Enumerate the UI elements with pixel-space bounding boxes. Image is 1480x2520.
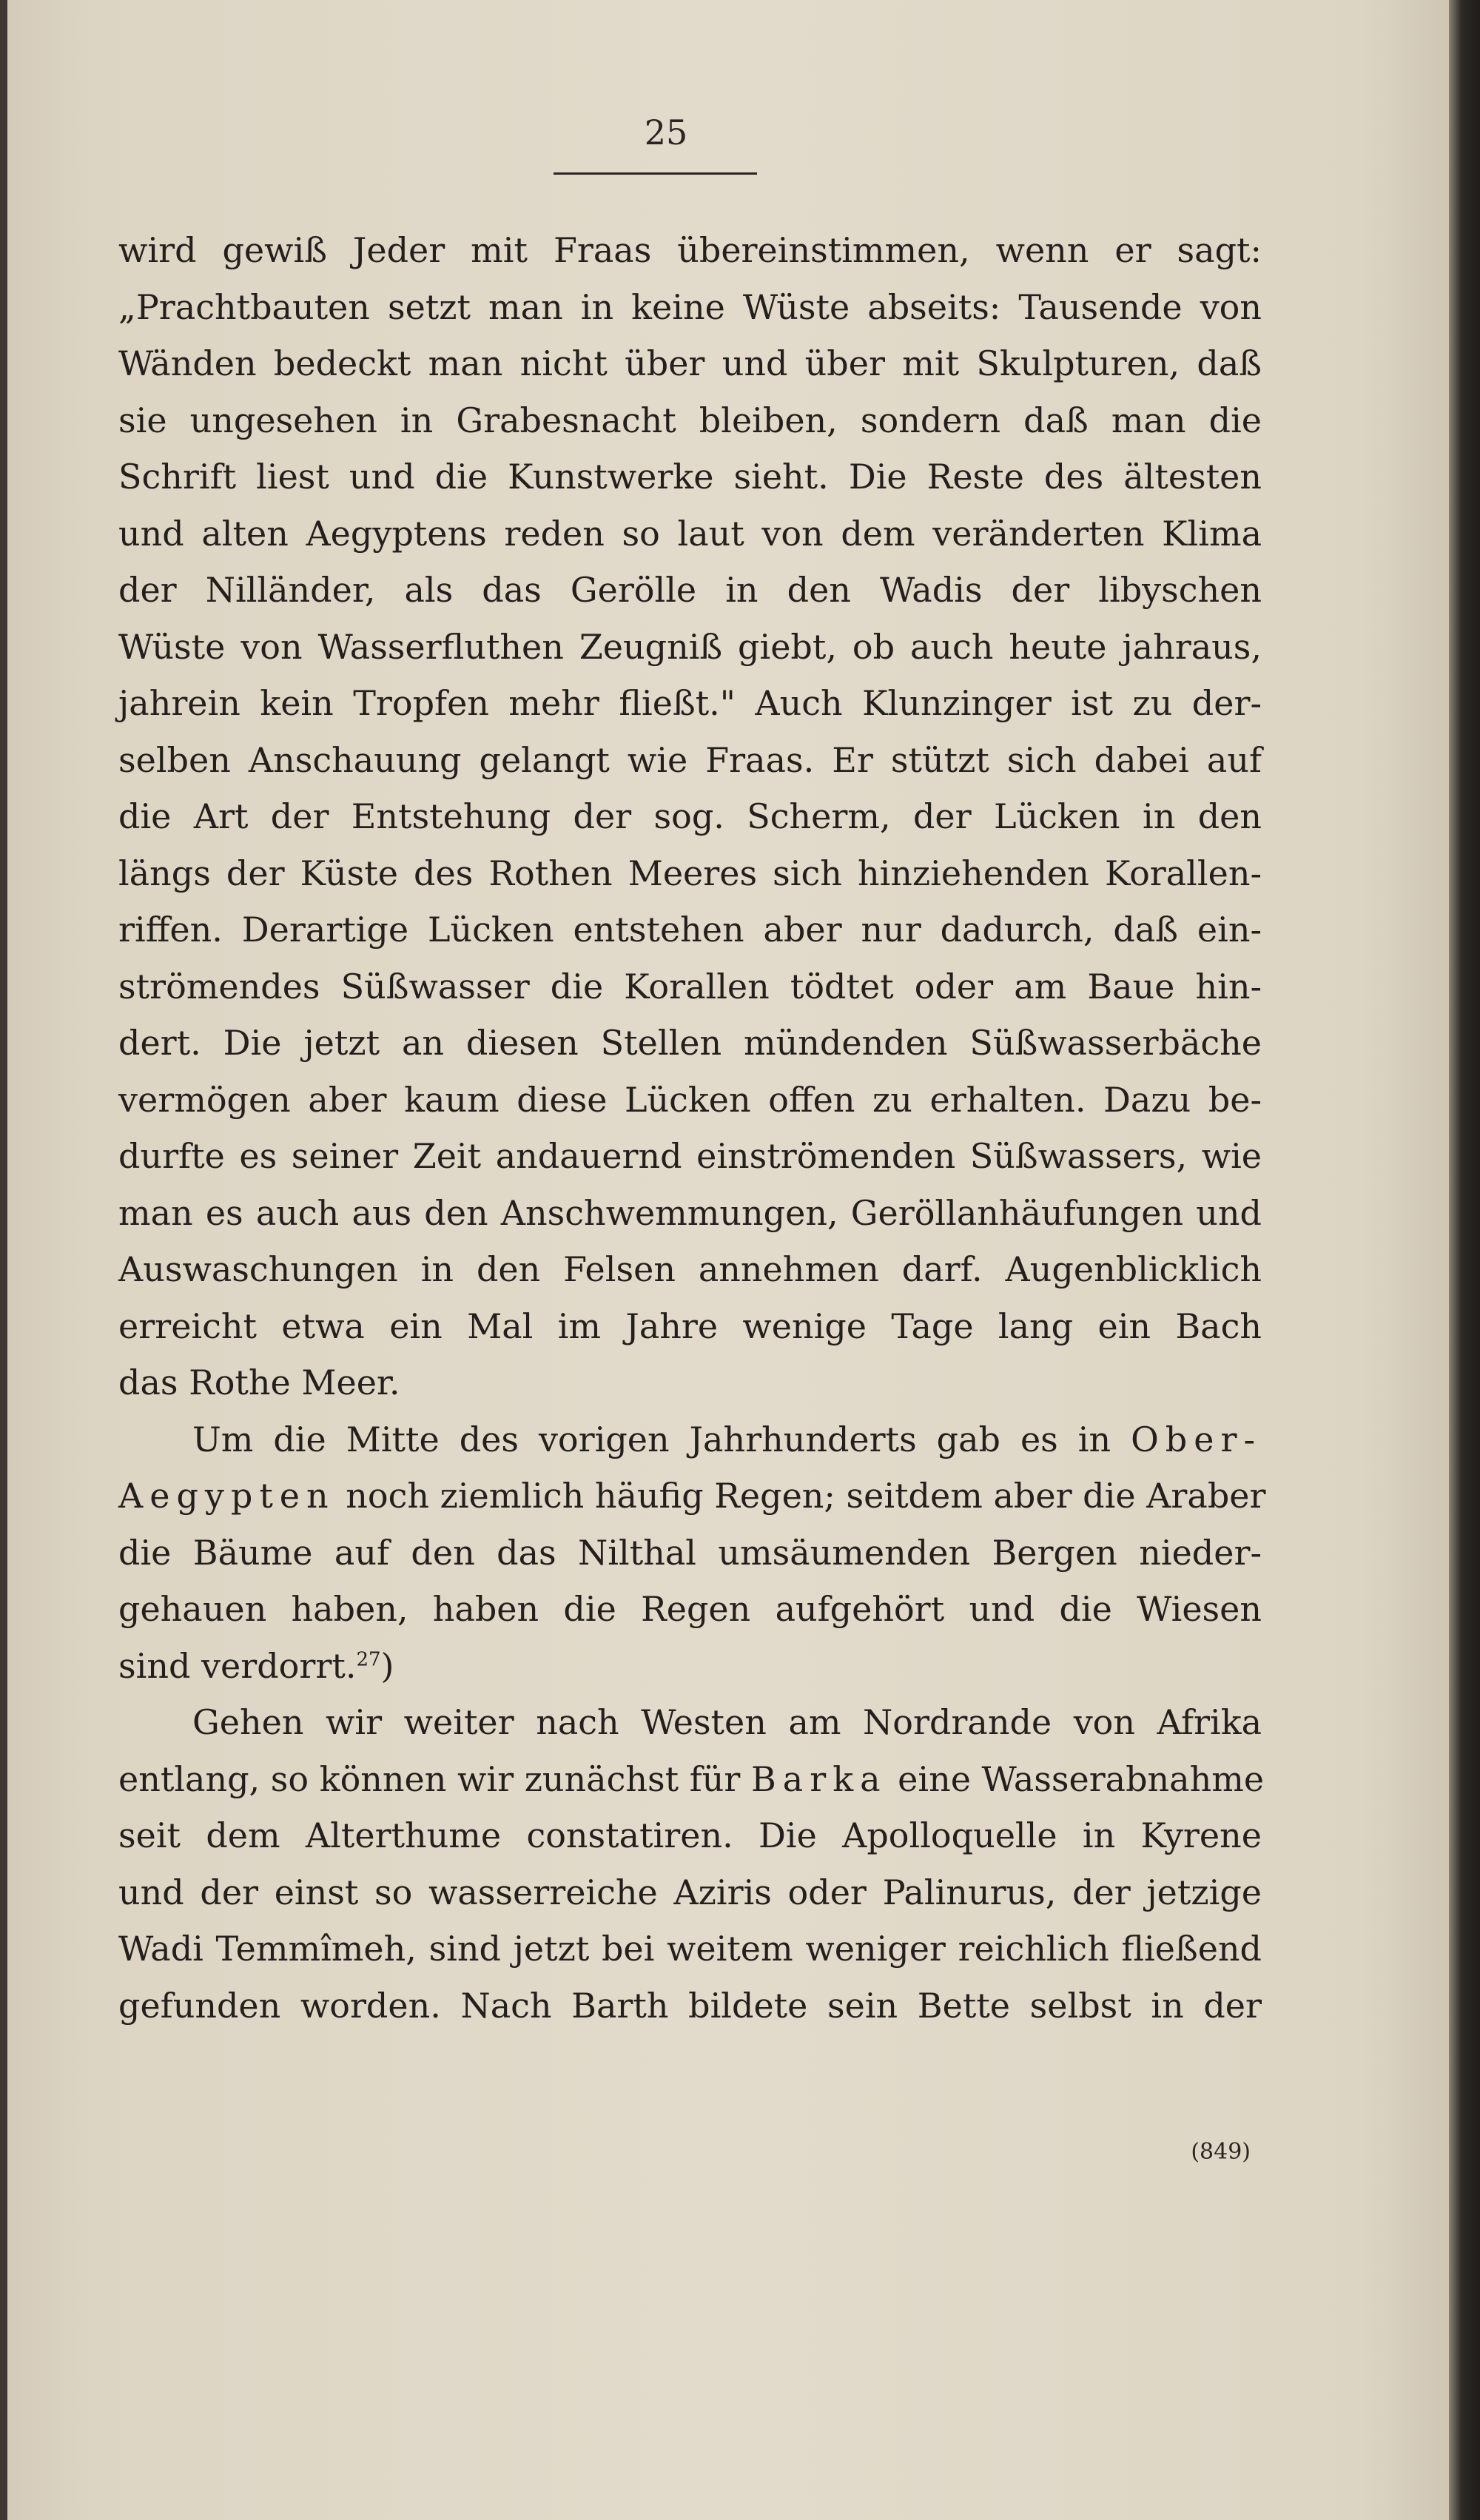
text-line bbox=[118, 1638, 1262, 1695]
text-line: jahrein kein Tropfen mehr fließt." Auch Klunzinger ist zu der- bbox=[118, 683, 1262, 723]
text-line: der Nilländer, als das Gerölle in den Wadis der libyschen bbox=[118, 570, 1262, 610]
text-line bbox=[118, 1468, 1266, 1525]
text-line: man es auch aus den Anschwemmungen, Geröllanhäufungen und bbox=[118, 1192, 1262, 1233]
text-line: Wüste von Wasserfluthen Zeugniß giebt, ob auch heute jahraus, bbox=[118, 626, 1262, 667]
text-line: erreicht etwa ein Mal im Jahre wenige Tage lang ein Bach bbox=[118, 1306, 1262, 1346]
text-line: und der einst so wasserreiche Aziris oder Palinurus, der jetzige bbox=[118, 1872, 1262, 1912]
text-line: und alten Aegyptens reden so laut von dem veränderten Klima bbox=[118, 513, 1262, 554]
text-line: Wadi Temmîmeh, sind jetzt bei weitem weniger reichlich fließend bbox=[118, 1929, 1262, 1969]
text-line: das Rothe Meer. bbox=[118, 1363, 400, 1402]
text-line: selben Anschauung gelangt wie Fraas. Er stützt sich dabei auf bbox=[118, 739, 1262, 780]
text-line: Schrift liest und die Kunstwerke sieht. Die Reste des ältesten bbox=[118, 457, 1262, 497]
text-run: sind verdorrt. bbox=[118, 1645, 357, 1686]
text-line: „Prachtbauten setzt man in keine Wüste abseits: Tausende von bbox=[118, 286, 1262, 327]
text-line: strömendes Süßwasser die Korallen tödtet oder am Baue hin- bbox=[118, 966, 1262, 1007]
spaced-word: Ober- bbox=[1131, 1419, 1262, 1459]
text-line: gehauen haben, haben die Regen aufgehört und die Wiesen bbox=[118, 1589, 1262, 1629]
text-line: vermögen aber kaum diese Lücken offen zu erhalten. Dazu be- bbox=[118, 1079, 1262, 1120]
spaced-word: Aegypten bbox=[118, 1476, 335, 1516]
paragraph-3-first-line: Gehen wir weiter nach Westen am Nordrande von Afrika bbox=[192, 1702, 1262, 1742]
text-run: eine Wasserabnahme bbox=[898, 1758, 1265, 1799]
text-line: gefunden worden. Nach Barth bildete sein Bette selbst in der bbox=[118, 1985, 1262, 2026]
body-text bbox=[118, 222, 1266, 2034]
header-rule bbox=[554, 172, 757, 175]
text-line: sie ungesehen in Grabesnacht bleiben, sondern daß man die bbox=[118, 400, 1262, 440]
page-number: 25 bbox=[644, 112, 688, 152]
text-run: noch ziemlich häufig Regen; seitdem aber die Araber bbox=[346, 1476, 1266, 1516]
printer-signature: (849) bbox=[1191, 2139, 1251, 2165]
spaced-word: Barka bbox=[750, 1758, 887, 1799]
text-line: Wänden bedeckt man nicht über und über mit Skulpturen, daß bbox=[118, 343, 1262, 383]
text-line: seit dem Alterthume constatiren. Die Apolloquelle in Kyrene bbox=[118, 1815, 1262, 1855]
text-line: Auswaschungen in den Felsen annehmen darf. Augenblicklich bbox=[118, 1249, 1262, 1289]
text-run: entlang, so können wir zunächst für bbox=[118, 1758, 741, 1799]
text-line bbox=[118, 1751, 1265, 1808]
footnote-reference: 27 bbox=[356, 1648, 381, 1671]
text-line: wird gewiß Jeder mit Fraas übereinstimmen, wenn er sagt: bbox=[118, 230, 1262, 270]
text-run: ) bbox=[380, 1645, 394, 1686]
text-line: riffen. Derartige Lücken entstehen aber nur dadurch, daß ein- bbox=[118, 910, 1262, 950]
text-line: die Art der Entstehung der sog. Scherm, der Lücken in den bbox=[118, 796, 1262, 836]
book-spine-shadow bbox=[1449, 0, 1480, 2520]
text-line: die Bäume auf den das Nilthal umsäumenden Bergen nieder- bbox=[118, 1532, 1262, 1573]
text-line: dert. Die jetzt an diesen Stellen mündenden Süßwasserbäche bbox=[118, 1023, 1262, 1063]
text-run: Um die Mitte des vorigen Jahrhunderts gab es in bbox=[192, 1419, 1111, 1459]
paragraph-2-first-line bbox=[118, 1411, 1262, 1468]
text-line: längs der Küste des Rothen Meeres sich hinziehenden Korallen- bbox=[118, 853, 1262, 893]
text-line: durfte es seiner Zeit andauernd einströmenden Süßwassers, wie bbox=[118, 1136, 1262, 1176]
